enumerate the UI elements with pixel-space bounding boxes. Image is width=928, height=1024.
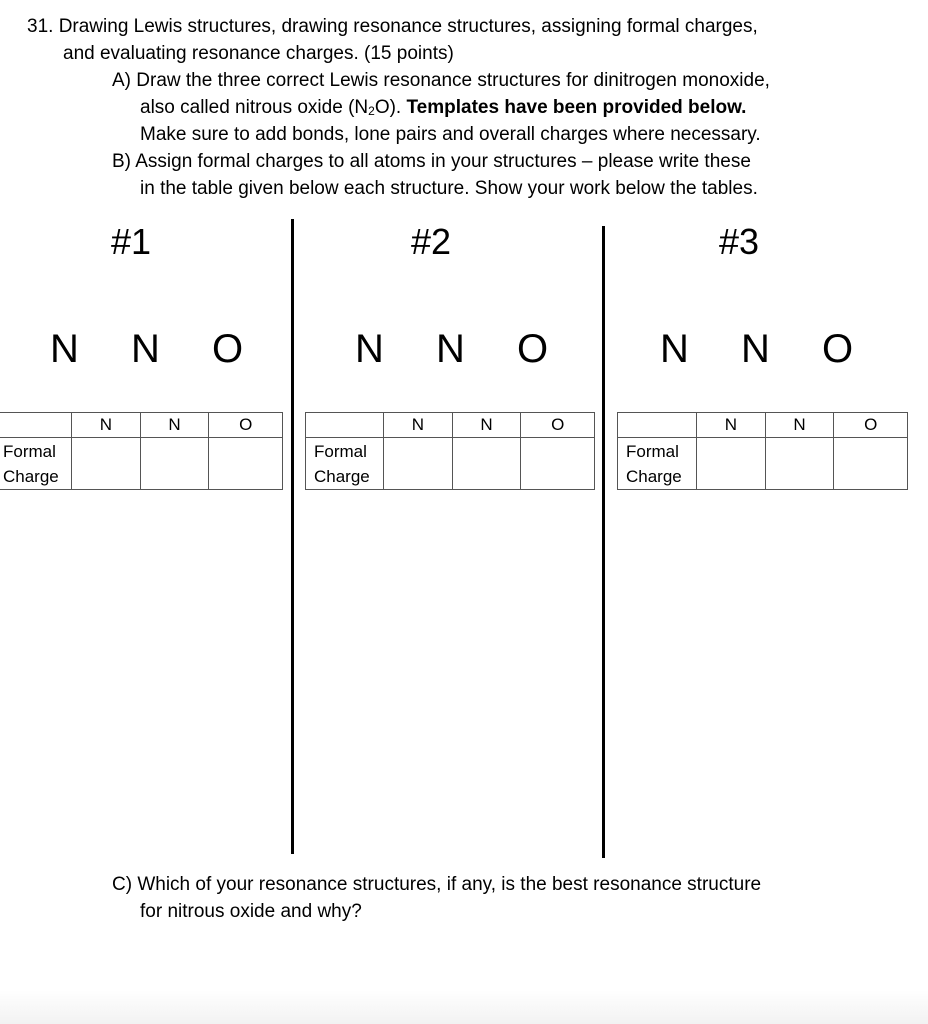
row-label: Formal Charge <box>0 438 72 490</box>
part-a-bold-note: Templates have been provided below. <box>406 97 747 118</box>
structure-2-atoms <box>355 327 598 371</box>
part-a-line-1: A) Draw the three correct Lewis resonance structures for dinitrogen monoxide, <box>112 70 770 91</box>
question-title-line-1: 31. Drawing Lewis structures, drawing resonance structures, assigning formal charges, <box>27 16 758 37</box>
column-divider-2 <box>602 226 605 858</box>
table-corner <box>0 413 72 438</box>
formal-charge-cell[interactable] <box>209 438 283 490</box>
structure-3-atoms <box>660 327 903 371</box>
structure-2-label: #2 <box>411 221 452 262</box>
column-header: N <box>384 413 453 438</box>
column-header: N <box>140 413 209 438</box>
structure-1-label: #1 <box>111 221 152 262</box>
formal-charge-table-3 <box>617 412 908 490</box>
structure-1-atoms <box>50 327 293 371</box>
table-corner <box>306 413 384 438</box>
column-header: N <box>452 413 521 438</box>
atom-n-2: N <box>131 327 160 371</box>
structure-3-label: #3 <box>719 221 760 262</box>
formal-charge-cell[interactable] <box>697 438 766 490</box>
part-c-line-2: for nitrous oxide and why? <box>140 901 362 922</box>
part-a-line-2-text: also called nitrous oxide (N <box>140 97 369 118</box>
atom-n-2: N <box>741 327 770 371</box>
formal-charge-cell[interactable] <box>140 438 209 490</box>
atom-n-2: N <box>436 327 465 371</box>
part-c-line-1: C) Which of your resonance structures, if any, is the best resonance structure <box>112 874 762 895</box>
formal-charge-cell[interactable] <box>384 438 453 490</box>
formal-charge-table-1 <box>0 412 283 490</box>
formal-charge-cell[interactable] <box>72 438 141 490</box>
part-a-line-2-text-b: O). <box>374 97 407 118</box>
atom-n-1: N <box>660 327 689 371</box>
column-header: N <box>765 413 834 438</box>
atom-o: O <box>212 327 244 371</box>
column-divider-1 <box>291 219 294 854</box>
atom-n-1: N <box>355 327 384 371</box>
formal-charge-cell[interactable] <box>452 438 521 490</box>
formal-charge-table-2 <box>305 412 595 490</box>
atom-o: O <box>517 327 549 371</box>
atom-o: O <box>822 327 854 371</box>
column-header: O <box>521 413 595 438</box>
column-header: O <box>834 413 908 438</box>
formal-charge-cell[interactable] <box>765 438 834 490</box>
part-a-line-3: Make sure to add bonds, lone pairs and overall charges where necessary. <box>140 124 761 145</box>
column-header: O <box>209 413 283 438</box>
part-b-line-2: in the table given below each structure. Show your work below the tables. <box>140 178 758 199</box>
formal-charge-cell[interactable] <box>521 438 595 490</box>
row-label: Formal Charge <box>306 438 384 490</box>
column-header: N <box>72 413 141 438</box>
formal-charge-cell[interactable] <box>834 438 908 490</box>
subscript-2: 2 <box>368 104 375 118</box>
table-corner <box>618 413 697 438</box>
column-header: N <box>697 413 766 438</box>
part-b-line-1: B) Assign formal charges to all atoms in your structures – please write these <box>112 151 751 172</box>
page-bottom-shadow <box>0 990 928 1024</box>
row-label: Formal Charge <box>618 438 697 490</box>
question-title-line-2: and evaluating resonance charges. (15 points) <box>63 43 454 64</box>
atom-n-1: N <box>50 327 79 371</box>
